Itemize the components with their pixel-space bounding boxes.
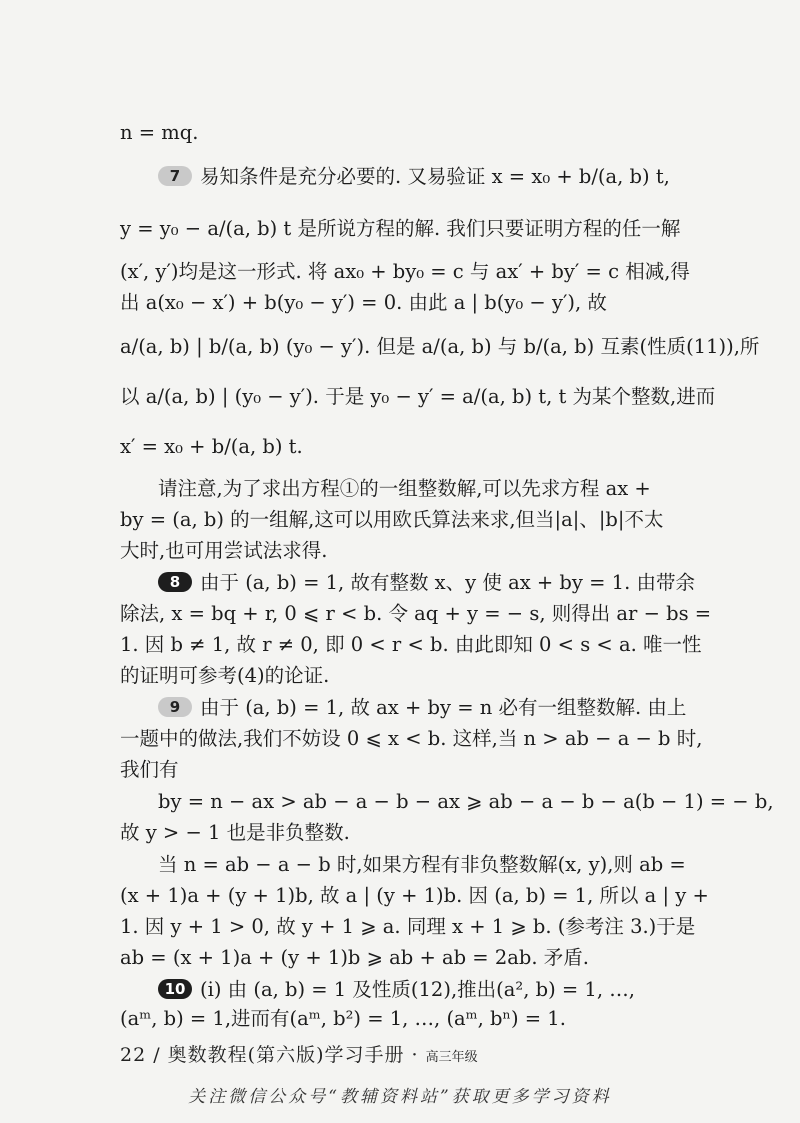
equation-line: by = n − ax > ab − a − b − ax ⩾ ab − a − b − a(b − 1) = − b, bbox=[158, 790, 774, 813]
text-line: x′ = x₀ + b/(a, b) t. bbox=[120, 435, 303, 458]
text-line: 出 a(x₀ − x′) + b(y₀ − y′) = 0. 由此 a | b(y₀ − y′), 故 bbox=[120, 291, 607, 314]
problem-number-badge: 10 bbox=[158, 979, 192, 999]
footer-page-info: 22 / 奥数教程(第六版)学习手册 · bbox=[120, 1044, 419, 1066]
problem-7-line bbox=[158, 164, 686, 190]
text-line: n = mq. bbox=[120, 121, 199, 144]
text-line: 以 a/(a, b) | (y₀ − y′). 于是 y₀ − y′ = a/(a, b) t, t 为某个整数,进而 bbox=[120, 385, 716, 408]
text-line: 1. 因 b ≠ 1, 故 r ≠ 0, 即 0 < r < b. 由此即知 0 < s < a. 唯一性 bbox=[120, 633, 702, 656]
text-line: 当 n = ab − a − b 时,如果方程有非负整数解(x, y),则 ab = bbox=[158, 853, 686, 876]
problem-number-badge: 9 bbox=[158, 697, 192, 717]
text-line: 易知条件是充分必要的. 又易验证 x = x₀ + b/(a, b) t, bbox=[200, 165, 670, 188]
text-line: (i) 由 (a, b) = 1 及性质(12),推出(a², b) = 1, …, bbox=[200, 978, 635, 1001]
problem-number-badge: 7 bbox=[158, 166, 192, 186]
watermark-text: 关注微信公众号“教辅资料站”获取更多学习资料 bbox=[188, 1087, 612, 1107]
text-line: 由于 (a, b) = 1, 故 ax + by = n 必有一组整数解. 由上 bbox=[200, 696, 687, 719]
text-line: 故 y > − 1 也是非负整数. bbox=[120, 821, 350, 844]
text-line: 1. 因 y + 1 > 0, 故 y + 1 ⩾ a. 同理 x + 1 ⩾ b. (参考注 3.)于是 bbox=[120, 915, 696, 938]
text-line: 除法, x = bq + r, 0 ⩽ r < b. 令 aq + y = − s, 则得出 ar − bs = bbox=[120, 602, 712, 625]
problem-10-line bbox=[158, 977, 686, 1003]
text-line: (aᵐ, b) = 1,进而有(aᵐ, b²) = 1, …, (aᵐ, bⁿ) = 1. bbox=[120, 1007, 566, 1030]
text-line: 我们有 bbox=[120, 758, 179, 781]
text-line: 请注意,为了求出方程①的一组整数解,可以先求方程 ax + bbox=[158, 477, 651, 500]
text-line: 大时,也可用尝试法求得. bbox=[120, 539, 328, 562]
footer-grade: 高三年级 bbox=[425, 1050, 478, 1065]
text-line: 的证明可参考(4)的论证. bbox=[120, 664, 330, 687]
problem-number-badge: 8 bbox=[158, 572, 192, 592]
page-footer bbox=[120, 1040, 478, 1067]
text-line: y = y₀ − a/(a, b) t 是所说方程的解. 我们只要证明方程的任一解 bbox=[120, 217, 681, 240]
text-line: 一题中的做法,我们不妨设 0 ⩽ x < b. 这样,当 n > ab − a − b 时, bbox=[120, 727, 703, 750]
problem-9-line bbox=[158, 695, 686, 721]
text-line: (x + 1)a + (y + 1)b, 故 a | (y + 1)b. 因 (a, b) = 1, 所以 a | y + bbox=[120, 884, 709, 907]
text-line: by = (a, b) 的一组解,这可以用欧氏算法来求,但当|a|、|b|不太 bbox=[120, 508, 664, 531]
text-line: (x′, y′)均是这一形式. 将 ax₀ + by₀ = c 与 ax′ + by′ = c 相减,得 bbox=[120, 260, 690, 283]
text-line: 由于 (a, b) = 1, 故有整数 x、y 使 ax + by = 1. 由带余 bbox=[200, 571, 695, 594]
text-line: a/(a, b) | b/(a, b) (y₀ − y′). 但是 a/(a, b) 与 b/(a, b) 互素(性质(11)),所 bbox=[120, 335, 760, 358]
problem-8-line bbox=[158, 570, 695, 596]
text-line: ab = (x + 1)a + (y + 1)b ⩾ ab + ab = 2ab. 矛盾. bbox=[120, 946, 589, 969]
